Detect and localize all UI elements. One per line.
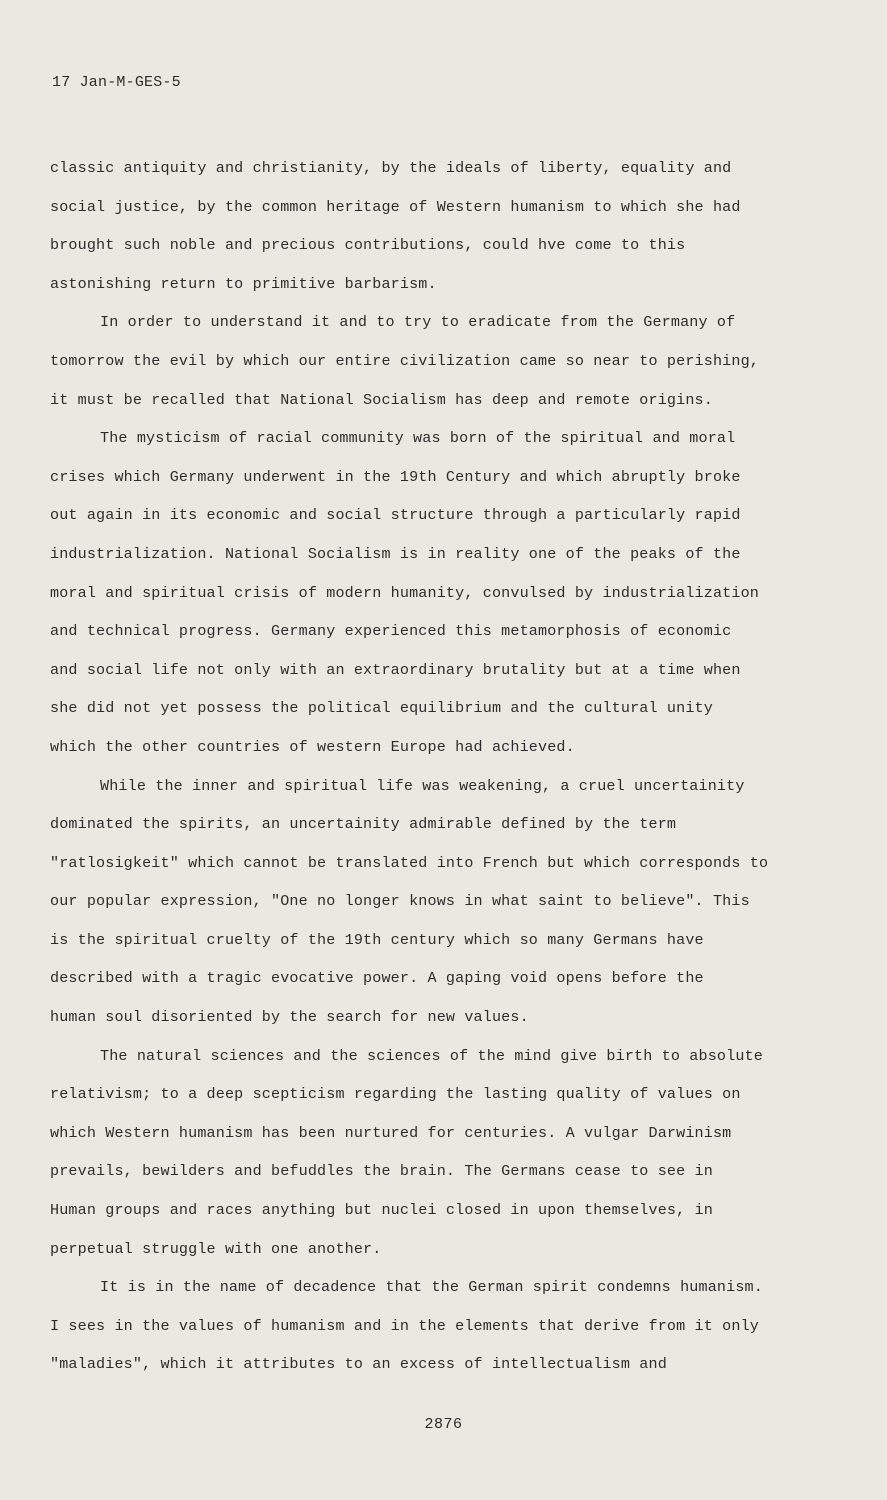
text-line: The natural sciences and the sciences of the mind give birth to absolute [100,1046,763,1065]
text-line: and technical progress. Germany experienced this metamorphosis of economic [50,622,732,641]
text-line: classic antiquity and christianity, by the ideals of liberty, equality and [50,159,732,177]
text-line: "maladies", which it attributes to an excess of intellectualism and [50,1355,667,1374]
text-line: crises which Germany underwent in the 19th Century and which abruptly broke [50,467,741,486]
text-line: Human groups and races anything but nuclei closed in upon themselves, in [50,1201,713,1220]
text-line: described with a tragic evocative power. A gaping void opens before the [50,969,704,988]
text-line: social justice, by the common heritage of Western humanism to which she had [50,197,741,216]
text-line: moral and spiritual crisis of modern humanity, convulsed by industrialization [50,583,759,602]
text-line: It is in the name of decadence that the German spirit condemns humanism. [100,1278,763,1297]
page-number: 2876 [424,1416,463,1433]
text-line: "ratlosigkeit" which cannot be translated into French but which corresponds to [50,853,769,872]
text-line: I sees in the values of humanism and in the elements that derive from it only [50,1316,759,1335]
text-line: prevails, bewilders and befuddles the brain. The Germans cease to see in [50,1162,713,1181]
document-reference-header: 17 Jan-M-GES-5 [52,74,181,91]
text-line: dominated the spirits, an uncertainity admirable defined by the term [50,815,677,834]
text-line: brought such noble and precious contributions, could hve come to this [50,236,686,255]
text-line: industrialization. National Socialism is in reality one of the peaks of the [50,544,741,563]
text-line: out again in its economic and social structure through a particularly rapid [50,506,741,525]
text-line: it must be recalled that National Socialism has deep and remote origins. [50,390,713,409]
text-line: which the other countries of western Europe had achieved. [50,737,575,756]
text-line: and social life not only with an extraordinary brutality but at a time when [50,660,741,679]
text-line: our popular expression, "One no longer knows in what saint to believe". This [50,892,750,911]
text-line: The mysticism of racial community was born of the spiritual and moral [100,429,736,448]
text-line: which Western humanism has been nurtured for centuries. A vulgar Darwinism [50,1123,732,1142]
text-line: astonishing return to primitive barbarism. [50,274,437,293]
text-line: she did not yet possess the political equilibrium and the cultural unity [50,699,713,718]
text-line: While the inner and spiritual life was weakening, a cruel uncertainity [100,776,745,795]
text-line: In order to understand it and to try to eradicate from the Germany of [100,313,736,332]
text-line: perpetual struggle with one another. [50,1239,382,1258]
text-line: relativism; to a deep scepticism regarding the lasting quality of values on [50,1085,741,1104]
text-line: human soul disoriented by the search for new values. [50,1008,529,1027]
document-body [50,149,820,1384]
text-line: tomorrow the evil by which our entire civilization came so near to perishing, [50,351,759,370]
text-line: is the spiritual cruelty of the 19th century which so many Germans have [50,930,704,949]
